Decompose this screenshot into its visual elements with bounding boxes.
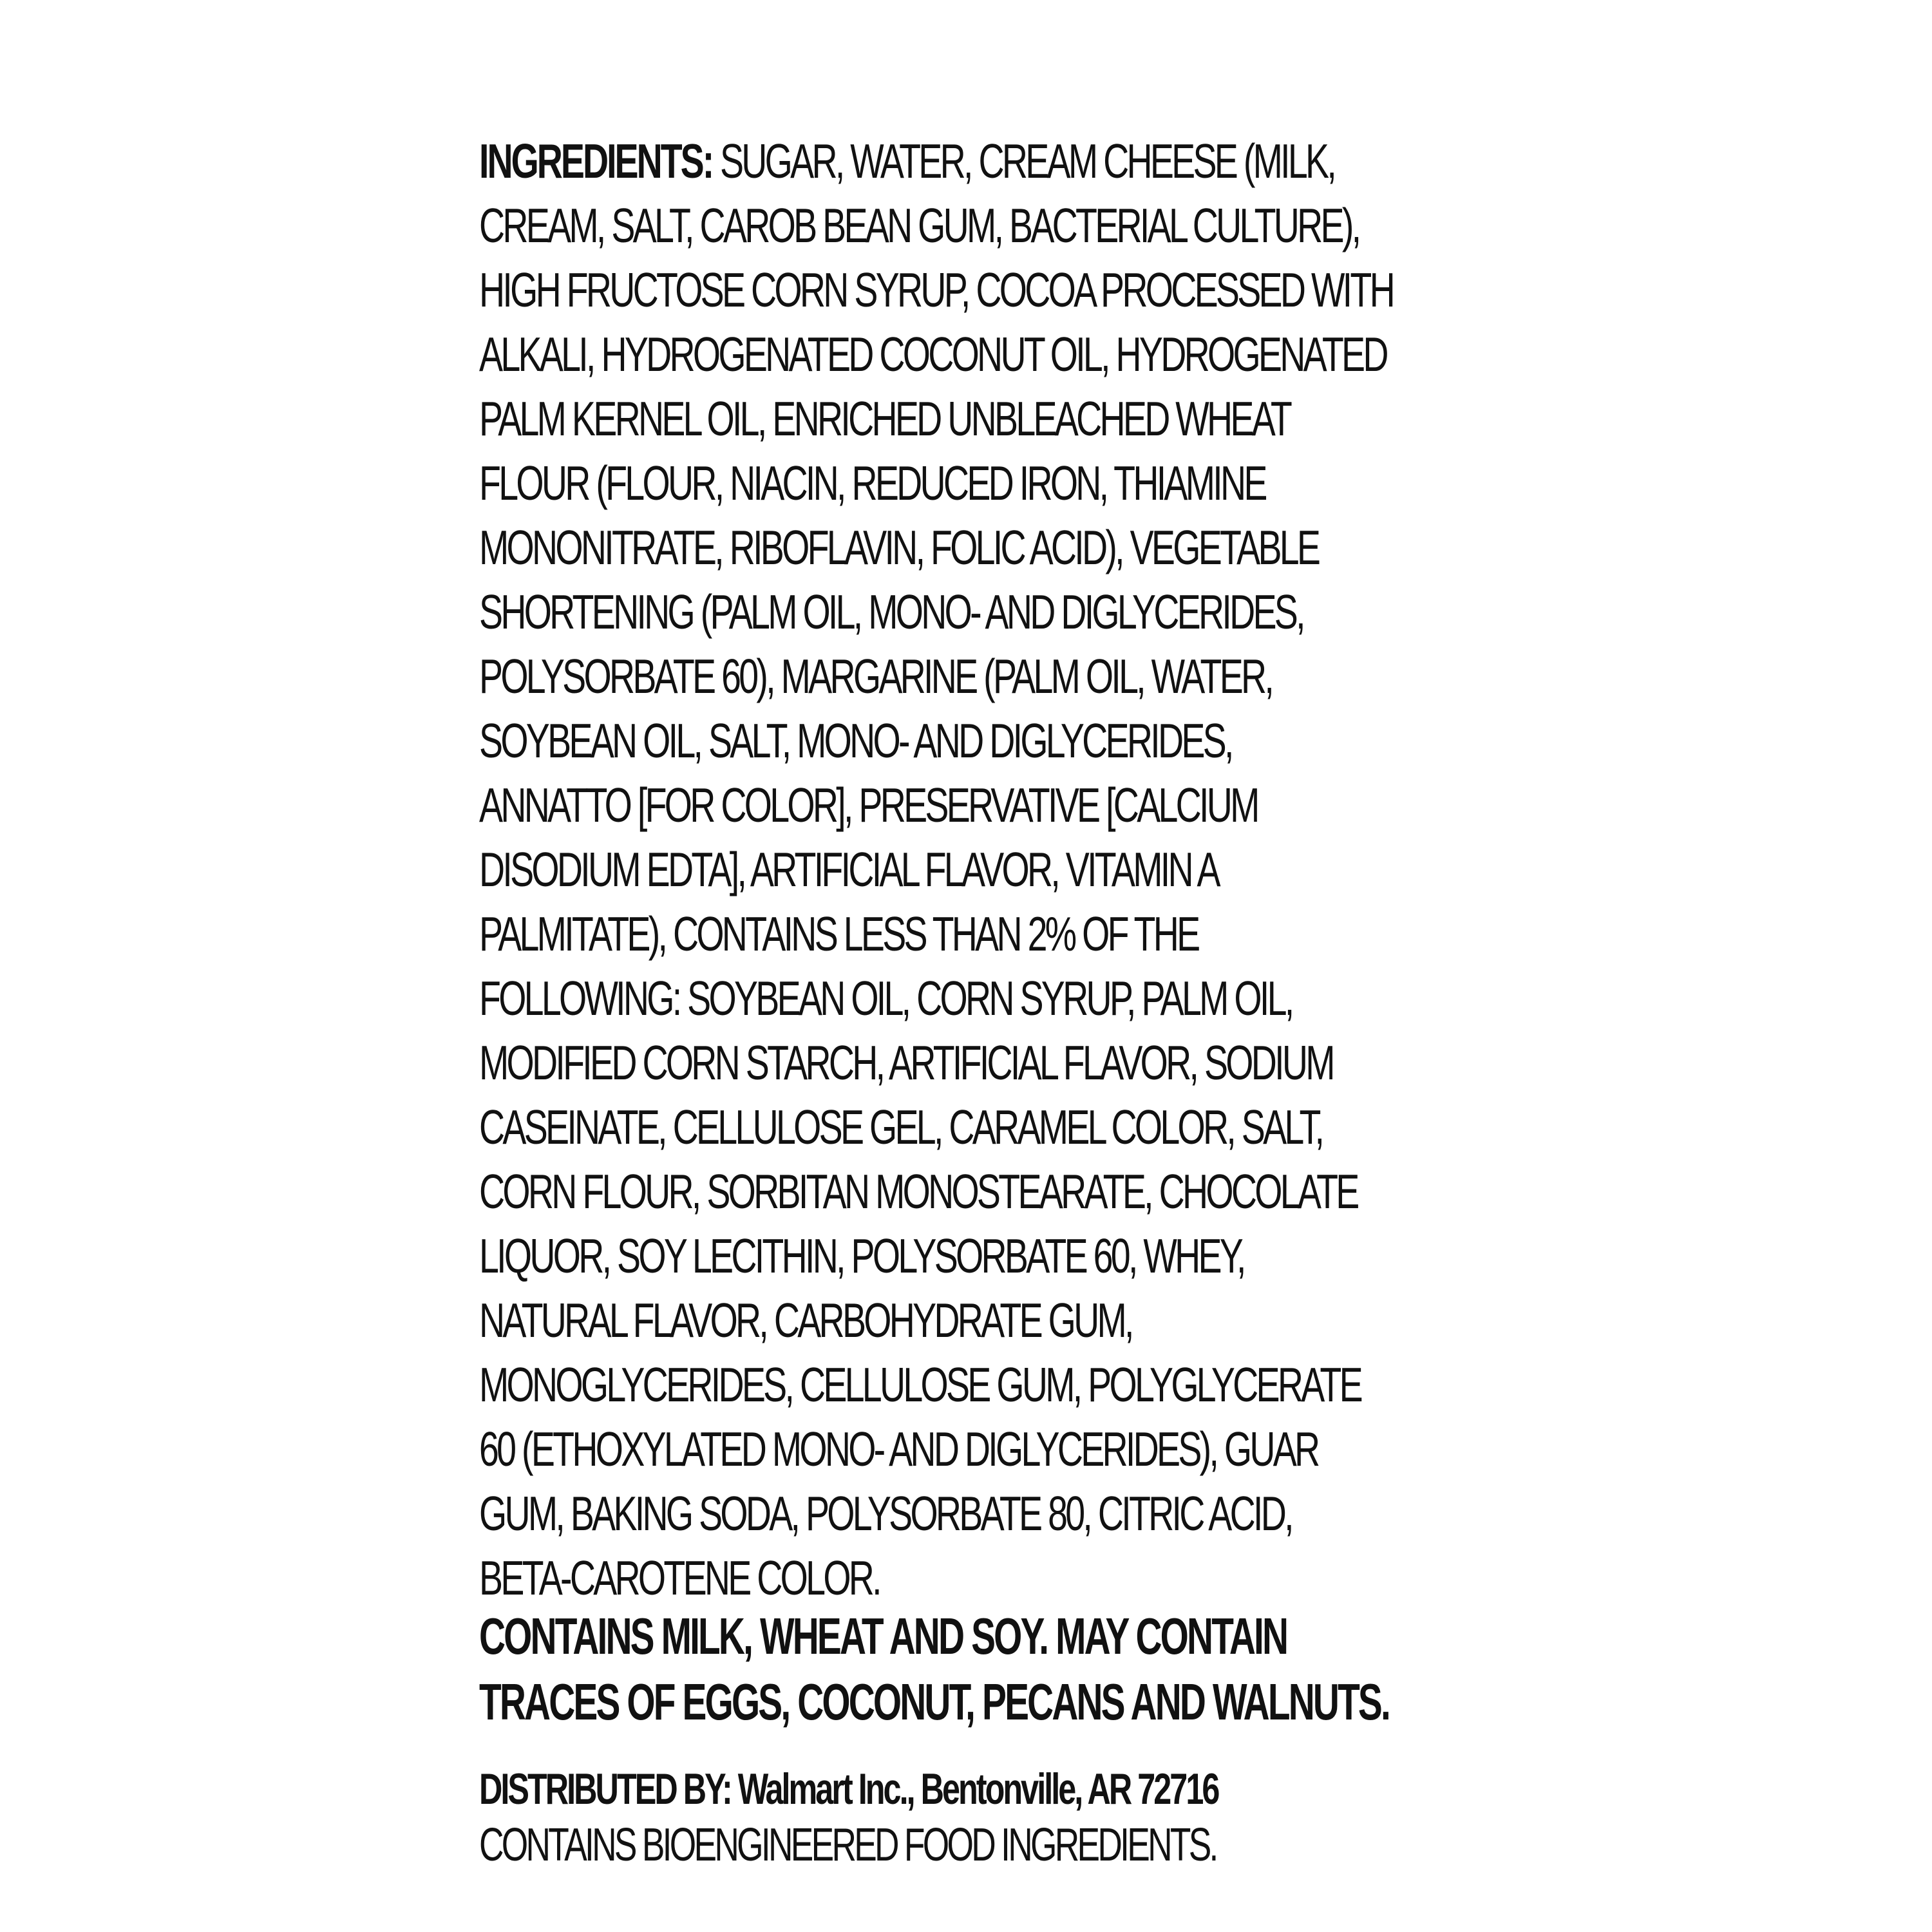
- ingredients-line: DISODIUM EDTA], ARTIFICIAL FLAVOR, VITAMIN A: [479, 842, 1218, 896]
- ingredients-label: [479, 129, 1484, 1871]
- ingredients-line: PALMITATE), CONTAINS LESS THAN 2% OF THE: [479, 907, 1198, 961]
- distributor-heading: DISTRIBUTED BY:: [479, 1765, 731, 1814]
- ingredients-line: HIGH FRUCTOSE CORN SYRUP, COCOA PROCESSED WITH: [479, 263, 1393, 317]
- allergen-statement: [479, 1604, 1485, 1735]
- ingredients-line: LIQUOR, SOY LECITHIN, POLYSORBATE 60, WHEY,: [479, 1229, 1244, 1283]
- ingredients-heading: INGREDIENTS:: [479, 134, 713, 188]
- allergen-line: TRACES OF EGGS, COCONUT, PECANS AND WALNUTS.: [479, 1673, 1389, 1730]
- ingredients-line: SOYBEAN OIL, SALT, MONO- AND DIGLYCERIDES,: [479, 714, 1232, 768]
- ingredients-line: ANNATTO [FOR COLOR], PRESERVATIVE [CALCIUM: [479, 778, 1258, 832]
- ingredients-line: [479, 129, 1480, 193]
- ingredients-line-text: SUGAR, WATER, CREAM CHEESE (MILK,: [719, 134, 1335, 188]
- ingredients-line: MONONITRATE, RIBOFLAVIN, FOLIC ACID), VEGETABLE: [479, 520, 1319, 574]
- ingredients-line: CREAM, SALT, CAROB BEAN GUM, BACTERIAL CULTURE),: [479, 198, 1359, 252]
- ingredients-line: FLOUR (FLOUR, NIACIN, REDUCED IRON, THIAMINE: [479, 456, 1265, 510]
- ingredients-line: MONOGLYCERIDES, CELLULOSE GUM, POLYGLYCERATE: [479, 1358, 1361, 1412]
- ingredients-line: 60 (ETHOXYLATED MONO- AND DIGLYCERIDES), GUAR: [479, 1422, 1318, 1476]
- ingredients-line: GUM, BAKING SODA, POLYSORBATE 80, CITRIC ACID,: [479, 1486, 1292, 1540]
- ingredients-line: ALKALI, HYDROGENATED COCONUT OIL, HYDROGENATED: [479, 327, 1387, 381]
- distributor-info: [479, 1761, 1432, 1817]
- ingredients-line: MODIFIED CORN STARCH, ARTIFICIAL FLAVOR, SODIUM: [479, 1036, 1333, 1090]
- ingredients-line: CORN FLOUR, SORBITAN MONOSTEARATE, CHOCOLATE: [479, 1164, 1358, 1218]
- ingredients-line: POLYSORBATE 60), MARGARINE (PALM OIL, WATER,: [479, 649, 1273, 703]
- ingredients-line: NATURAL FLAVOR, CARBOHYDRATE GUM,: [479, 1293, 1132, 1347]
- ingredients-list: [479, 129, 1480, 1610]
- ingredients-line: CASEINATE, CELLULOSE GEL, CARAMEL COLOR, SALT,: [479, 1100, 1323, 1154]
- ingredients-line: FOLLOWING: SOYBEAN OIL, CORN SYRUP, PALM OIL,: [479, 971, 1293, 1025]
- ingredients-line: SHORTENING (PALM OIL, MONO- AND DIGLYCERIDES,: [479, 585, 1303, 639]
- distributor-line: [479, 1761, 1432, 1817]
- ingredients-line: PALM KERNEL OIL, ENRICHED UNBLEACHED WHEAT: [479, 392, 1291, 446]
- allergen-line: CONTAINS MILK, WHEAT AND SOY. MAY CONTAIN: [479, 1607, 1287, 1665]
- ingredients-line: BETA-CAROTENE COLOR.: [479, 1551, 880, 1605]
- distributor-name: Walmart Inc., Bentonville, AR 72716: [737, 1765, 1218, 1814]
- bioengineered-notice: CONTAINS BIOENGINEERED FOOD INGREDIENTS.: [479, 1819, 1217, 1871]
